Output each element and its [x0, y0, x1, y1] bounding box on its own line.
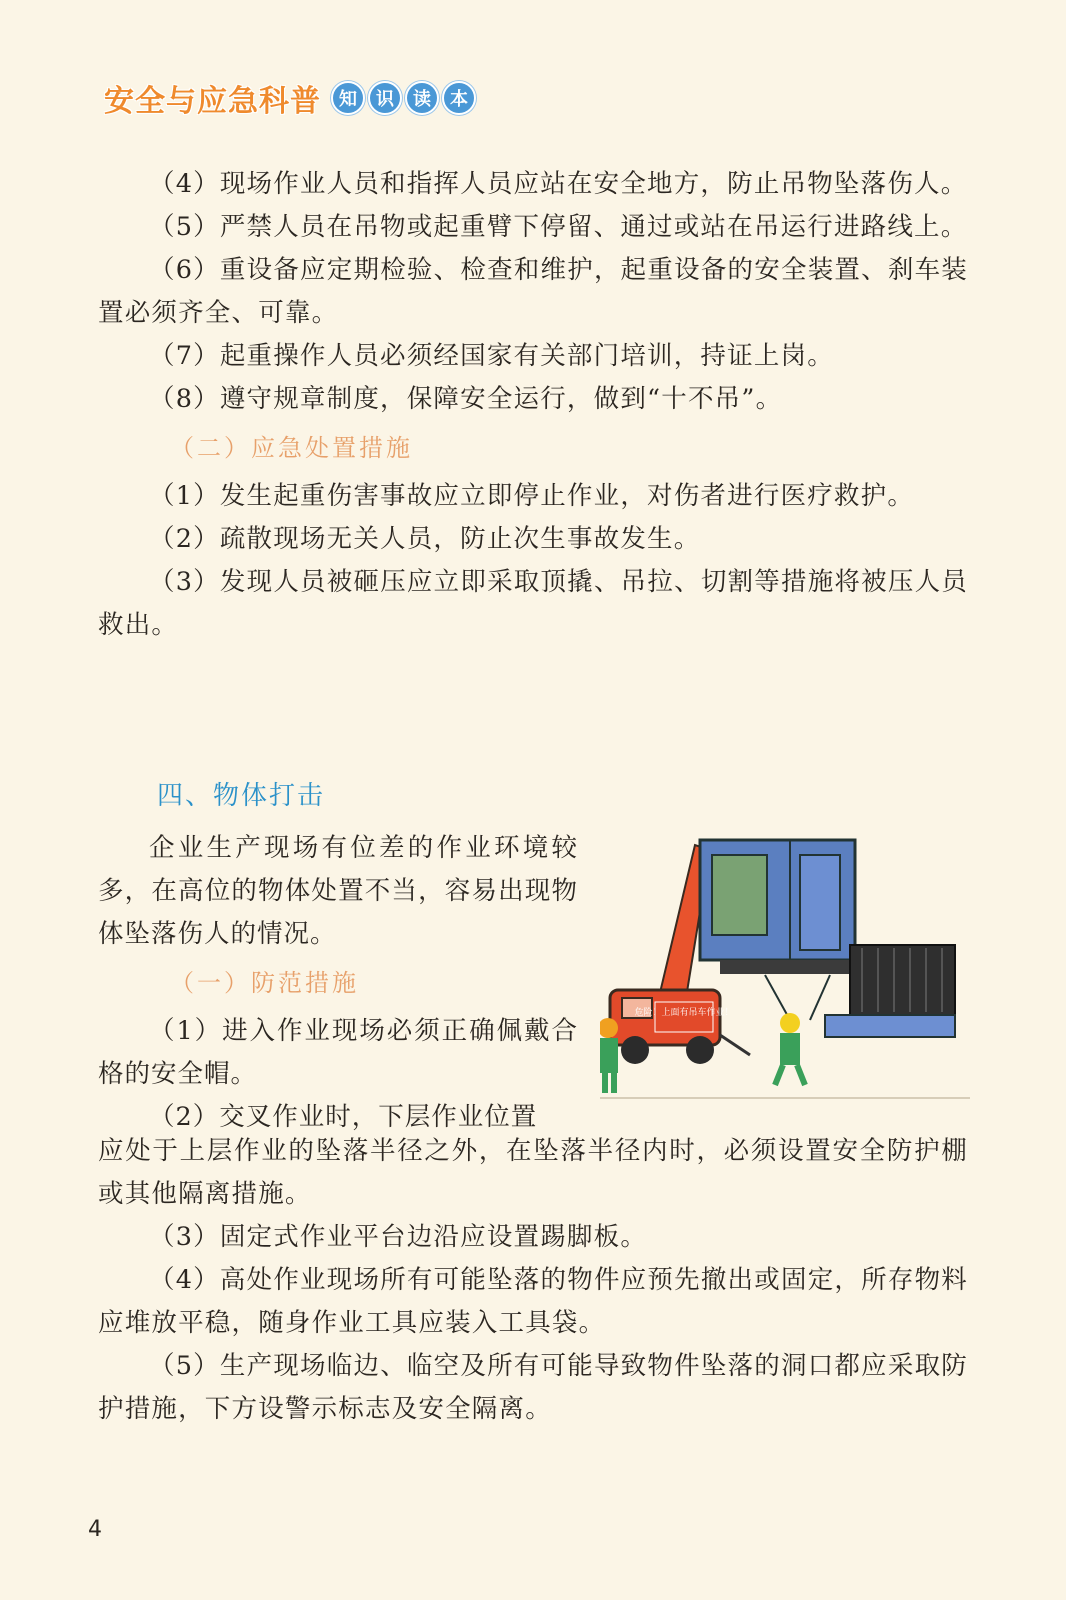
paragraph: （4）现场作业人员和指挥人员应站在安全地方，防止吊物坠落伤人。: [149, 169, 968, 199]
subheading-prevention: （一）防范措施: [170, 969, 359, 997]
crane-illustration: [600, 830, 970, 1120]
paragraph: （1）进入作业现场必须正确佩戴合格的安全帽。: [98, 1016, 578, 1089]
warning-sign-text: 危险！上面有吊车作业！: [634, 1008, 734, 1018]
paragraph: （3）发现人员被砸压应立即采取顶撬、吊拉、切割等措施将被压人员救出。: [98, 567, 968, 640]
paragraph: （5）严禁人员在吊物或起重臂下停留、通过或站在吊运行进路线上。: [149, 212, 968, 242]
title-badge: 读: [405, 81, 439, 115]
paragraph: （3）固定式作业平台边沿应设置踢脚板。: [149, 1222, 648, 1252]
paragraph: 应处于上层作业的坠落半径之外，在坠落半径内时，必须设置安全防护棚或其他隔离措施。: [98, 1136, 968, 1209]
paragraph: 企业生产现场有位差的作业环境较多，在高位的物体处置不当，容易出现物体坠落伤人的情况。: [98, 833, 578, 949]
title-badge: 识: [368, 81, 402, 115]
paragraph: （2）交叉作业时，下层作业位置: [149, 1102, 538, 1132]
paragraph: （1）发生起重伤害事故应立即停止作业，对伤者进行医疗救护。: [149, 481, 915, 511]
book-header: [104, 76, 479, 120]
book-title: 安全与应急科普: [104, 84, 321, 119]
title-badge: 本: [442, 81, 476, 115]
section-heading: 四、物体打击: [157, 781, 326, 811]
paragraph: （7）起重操作人员必须经国家有关部门培训，持证上岗。: [149, 341, 834, 371]
object-strike-measures: [98, 1130, 968, 1431]
page-number: 4: [88, 1517, 102, 1542]
paragraph: （2）疏散现场无关人员，防止次生事故发生。: [149, 524, 701, 554]
object-strike-intro: [98, 827, 578, 1139]
title-badge: 知: [331, 81, 365, 115]
crane-scene-image: [600, 830, 970, 1120]
paragraph: （6）重设备应定期检验、检查和维护，起重设备的安全装置、刹车装置必须齐全、可靠。: [98, 255, 968, 328]
title-badges: [331, 81, 479, 115]
paragraph: （5）生产现场临边、临空及所有可能导致物件坠落的洞口都应采取防护措施，下方设警示标志及安全隔离。: [98, 1351, 968, 1424]
paragraph: （4）高处作业现场所有可能坠落的物件应预先撤出或固定，所存物料应堆放平稳，随身作业工具应装入工具袋。: [98, 1265, 968, 1338]
crane-measures-block: [98, 163, 968, 647]
paragraph: （8）遵守规章制度，保障安全运行，做到“十不吊”。: [149, 384, 783, 414]
subheading-emergency: （二）应急处置措施: [170, 434, 413, 462]
